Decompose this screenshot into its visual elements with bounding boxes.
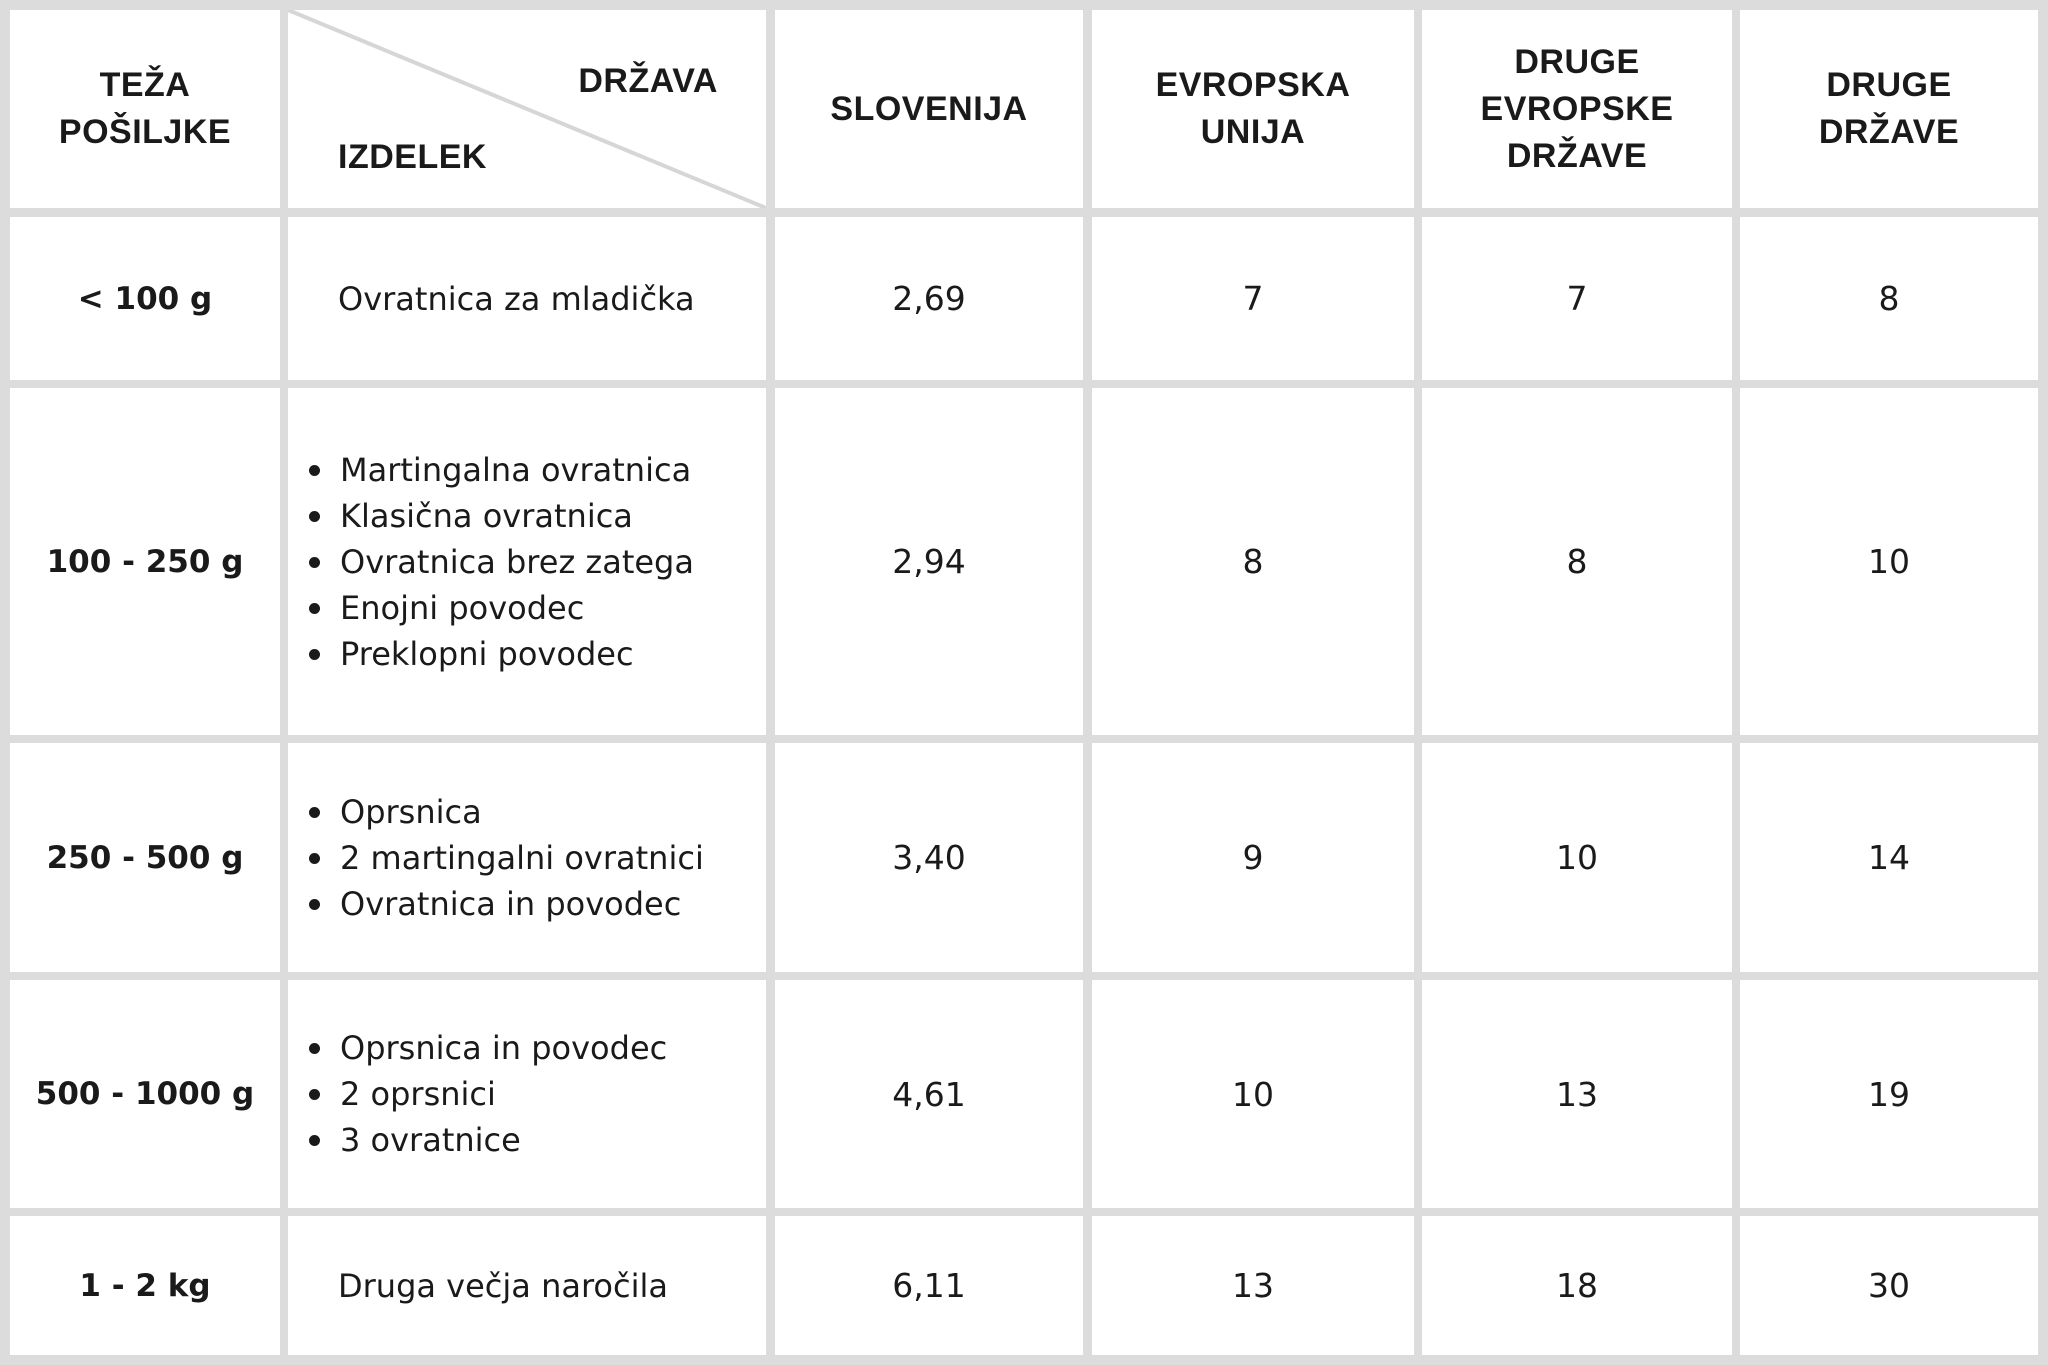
header-other-eu-text	[1481, 39, 1674, 180]
price-slovenija-value: 2,69	[892, 279, 966, 318]
header-eu-line: EVROPSKA	[1155, 66, 1351, 104]
weight-value: 1 - 2 kg	[79, 1267, 211, 1304]
header-weight-label-text	[59, 62, 231, 156]
price-slovenija-cell	[775, 217, 1083, 380]
header-other-eu-line: EVROPSKE	[1480, 89, 1674, 128]
product-list-item: Preklopni povodec	[340, 631, 694, 677]
product-list-item: Oprsnica in povodec	[340, 1025, 667, 1071]
product-list-item: 2 oprsnici	[340, 1071, 667, 1117]
header-other-line: DRUGE	[1826, 66, 1952, 104]
price-slovenija-cell	[775, 980, 1083, 1208]
price-other-value: 10	[1868, 542, 1910, 581]
header-weight-label-line: POŠILJKE	[58, 113, 232, 151]
weight-cell	[10, 1216, 280, 1355]
header-other-eu-cell	[1422, 10, 1732, 208]
price-eu-value: 8	[1242, 542, 1264, 581]
product-list-item: 3 ovratnice	[340, 1117, 667, 1163]
price-other-eu-value: 7	[1566, 279, 1588, 318]
weight-cell	[10, 217, 280, 380]
price-slovenija-value: 2,94	[892, 542, 966, 581]
header-eu-line: UNIJA	[1200, 113, 1306, 151]
header-eu-cell	[1092, 10, 1414, 208]
price-other-cell	[1740, 1216, 2038, 1355]
weight-value: 250 - 500 g	[46, 839, 244, 876]
product-cell	[288, 1216, 766, 1355]
price-eu-value: 9	[1242, 838, 1264, 877]
product-name: Druga večja naročila	[338, 1266, 668, 1305]
product-cell	[288, 980, 766, 1208]
price-other-value: 14	[1868, 838, 1910, 877]
product-cell	[288, 743, 766, 972]
price-other-eu-cell	[1422, 217, 1732, 380]
product-cell	[288, 217, 766, 380]
price-other-eu-value: 18	[1556, 1266, 1598, 1305]
product-list	[288, 447, 694, 677]
price-eu-value: 7	[1242, 279, 1264, 318]
header-weight-cell	[10, 10, 280, 208]
weight-value: < 100 g	[77, 280, 213, 317]
price-other-value: 19	[1868, 1074, 1910, 1114]
price-eu-value: 13	[1232, 1266, 1274, 1305]
header-other-eu-line: DRUGE	[1514, 42, 1640, 81]
product-list	[288, 789, 704, 927]
weight-cell	[10, 980, 280, 1208]
price-other-eu-cell	[1422, 1216, 1732, 1355]
header-eu-text	[1156, 62, 1351, 156]
price-other-cell	[1740, 217, 2038, 380]
header-other-cell	[1740, 10, 2038, 208]
price-other-eu-value: 10	[1556, 838, 1598, 877]
price-slovenija-value: 3,40	[892, 838, 966, 877]
header-other-text	[1819, 62, 1959, 156]
product-list	[288, 1025, 667, 1163]
price-slovenija-cell	[775, 1216, 1083, 1355]
price-other-cell	[1740, 980, 2038, 1208]
price-slovenija-value: 6,11	[892, 1266, 966, 1305]
header-slovenija-text	[830, 86, 1027, 133]
product-list-item: Klasična ovratnica	[340, 493, 694, 539]
price-slovenija-cell	[775, 743, 1083, 972]
product-cell	[288, 388, 766, 735]
price-eu-cell	[1092, 980, 1414, 1208]
price-slovenija-value: 4,61	[892, 1074, 966, 1114]
price-eu-cell	[1092, 217, 1414, 380]
product-name: Ovratnica za mladička	[338, 279, 695, 318]
price-other-eu-cell	[1422, 980, 1732, 1208]
price-eu-value: 10	[1232, 1074, 1274, 1114]
product-list-item: Oprsnica	[340, 789, 704, 835]
header-other-line: DRŽAVE	[1818, 113, 1960, 151]
price-other-eu-cell	[1422, 388, 1732, 735]
product-list-item: 2 martingalni ovratnici	[340, 835, 704, 881]
header-other-eu-line: DRŽAVE	[1506, 136, 1648, 175]
corner-country-label: DRŽAVA	[578, 62, 718, 100]
price-eu-cell	[1092, 1216, 1414, 1355]
weight-cell	[10, 743, 280, 972]
price-other-eu-value: 8	[1566, 542, 1588, 581]
price-other-eu-value: 13	[1556, 1074, 1598, 1114]
price-other-value: 30	[1868, 1266, 1910, 1305]
header-corner-cell	[288, 10, 766, 208]
price-other-cell	[1740, 388, 2038, 735]
product-list-item: Ovratnica brez zatega	[340, 539, 694, 585]
corner-product-label: IZDELEK	[338, 138, 487, 176]
price-eu-cell	[1092, 743, 1414, 972]
product-list-item: Martingalna ovratnica	[340, 447, 694, 493]
price-other-cell	[1740, 743, 2038, 972]
price-other-eu-cell	[1422, 743, 1732, 972]
header-weight-label-line: TEŽA	[99, 66, 191, 104]
weight-value: 500 - 1000 g	[35, 1076, 255, 1112]
price-other-value: 8	[1878, 279, 1900, 318]
weight-value: 100 - 250 g	[46, 543, 244, 580]
product-list-item: Ovratnica in povodec	[340, 881, 704, 927]
product-list-item: Enojni povodec	[340, 585, 694, 631]
weight-cell	[10, 388, 280, 735]
header-slovenija-cell	[775, 10, 1083, 208]
price-eu-cell	[1092, 388, 1414, 735]
price-slovenija-cell	[775, 388, 1083, 735]
header-slovenija-line: SLOVENIJA	[830, 89, 1028, 128]
